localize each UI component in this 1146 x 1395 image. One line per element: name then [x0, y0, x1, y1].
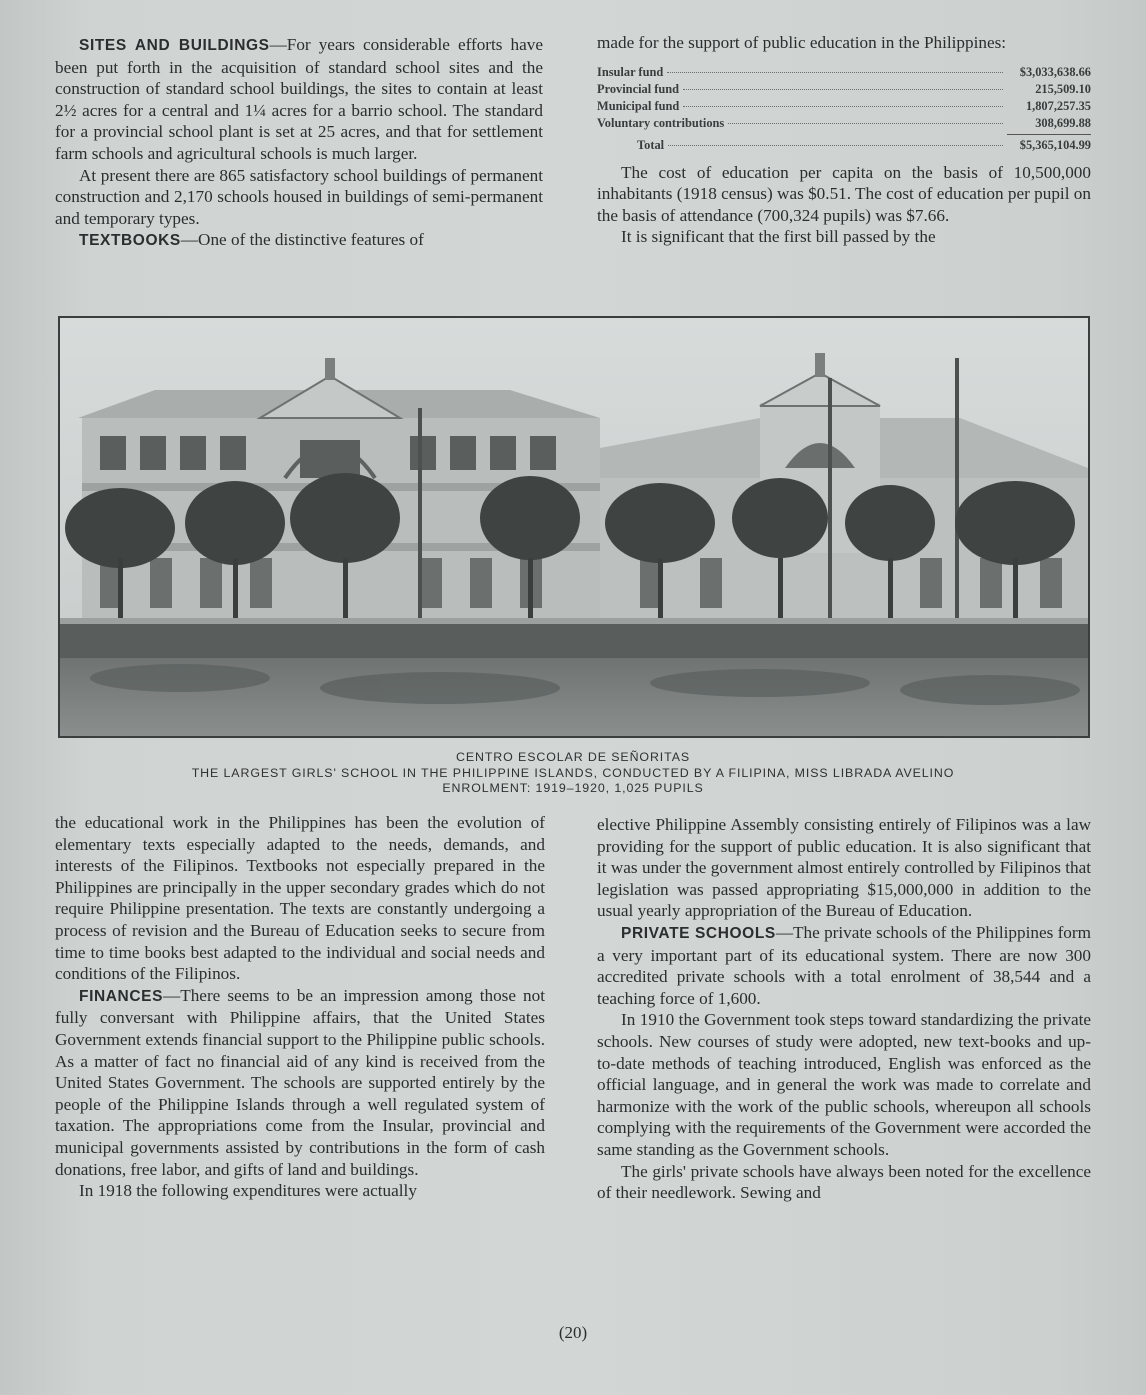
paragraph-expenditures-intro: In 1918 the following expenditures were actually	[79, 1181, 417, 1201]
paragraph-school-buildings: At present there are 865 satisfactory school buildings of permanent construction and 2,170 schools housed in buildings of semi-permanent and temporary types.	[55, 165, 543, 228]
paragraph-finances	[55, 985, 545, 1180]
fund-label: Voluntary contributions	[597, 115, 725, 130]
heading-sites-buildings: SITES AND BUILDINGS	[79, 37, 270, 54]
photo-caption	[60, 750, 1086, 797]
fund-row	[597, 98, 1091, 115]
fund-amount: 1,807,257.35	[1025, 98, 1091, 113]
fund-amount: 308,699.88	[1035, 115, 1091, 130]
leader-dots	[683, 89, 1003, 90]
paragraph-needlework: The girls' private schools have always been noted for the excellence of their needlework. Sewing and	[597, 1161, 1091, 1203]
column-bottom-right	[597, 814, 1091, 1204]
heading-textbooks: TEXTBOOKS	[79, 232, 181, 250]
leader-dots	[728, 123, 1003, 124]
column-bottom-left	[55, 812, 545, 1202]
paragraph-cost-per-capita: The cost of education per capita on the basis of 10,500,000 inhabitants (1918 census) was $0.51. The cost of education per pupil on the basis of attendance (700,324 pupils) was $7.66.	[597, 162, 1091, 225]
text-private-schools: —The private schools of the Philippines form a very important part of its educational system. There are now 300 accredited private schools with a total enrolment of 38,544 and a teaching force of 1,600.	[597, 922, 1091, 1008]
paragraph-private-schools	[597, 922, 1091, 1009]
paragraph-assembly: elective Philippine Assembly consisting entirely of Filipinos was a law providing for the support of public education. It is also significant that it was under the government almost entirely controlled by Filipinos that legislation was passed appropriating $15,000,000 in addition to the usual yearly appropriation of the Bureau of Education.	[597, 815, 1091, 921]
text-finances: —There seems to be an impression among those not fully conversant with Philippine affairs, that the United States Government extends financial support to the Philippine public schools. As a matter of fact no financial aid of any kind is received from the United States Government. The schools are supported entirely by the people of the Philippine Islands through a well regulated system of taxation. The appropriations come from the Insular, provincial and municipal governments assisted by contributions in the form of cash donations, free labor, and gifts of land and buildings.	[55, 985, 545, 1179]
fund-label: Provincial fund	[597, 81, 680, 96]
paragraph-textbooks-cont: the educational work in the Philippines has been the evolution of elementary texts especially adapted to the needs, demands, and interests of the Filipinos. Textbooks not especially prepared in the Philippines are principally in the upper secondary grades which do not require Philippine presentation. The texts are constantly undergoing a process of revision and the Bureau of Education seeks to secure from time to time books best adapted to the individual and social needs and conditions of the Filipinos.	[55, 813, 545, 984]
paragraph-expenditures-cont: made for the support of public education in the Philippines:	[597, 33, 1007, 52]
column-top-left	[55, 34, 543, 252]
leader-dots	[667, 72, 1003, 73]
fund-label: Municipal fund	[597, 98, 680, 113]
column-top-right	[597, 32, 1091, 248]
paragraph-sites-buildings	[55, 34, 543, 165]
total-rule	[1007, 134, 1091, 135]
fund-amount: 215,509.10	[1035, 81, 1091, 96]
total-label: Total	[637, 137, 665, 152]
photo-illustration	[60, 318, 1088, 736]
fund-amount: $3,033,638.66	[1019, 64, 1091, 79]
paragraph-first-bill: It is significant that the first bill passed by the	[621, 227, 936, 247]
paragraph-textbooks-intro	[55, 229, 543, 252]
school-building-photo	[58, 316, 1090, 738]
caption-subtitle: THE LARGEST GIRLS' SCHOOL IN THE PHILIPPINE ISLANDS, CONDUCTED BY A FILIPINA, MISS LIBRADA AVELINO	[191, 765, 955, 780]
text-textbooks-intro: —One of the distinctive features of	[180, 230, 424, 250]
paragraph-standardizing: In 1910 the Government took steps toward standardizing the private schools. New courses of study were adopted, new text-books and up-to-date methods of teaching introduced, English was enforced as the official language, and in general the work was made to correlate and harmonize with the work of the public schools, whereupon all schools complying with the requirements of the Government were accorded the same standing as the Government schools.	[597, 1010, 1091, 1159]
leader-dots	[668, 145, 1003, 146]
funds-table	[597, 64, 1091, 154]
fund-row	[597, 64, 1091, 81]
leader-dots	[683, 106, 1003, 107]
heading-finances: FINANCES	[79, 987, 164, 1005]
fund-row	[597, 81, 1091, 98]
fund-row	[597, 115, 1091, 132]
caption-title: CENTRO ESCOLAR DE SEÑORITAS	[455, 750, 691, 764]
caption-enrolment: ENROLMENT: 1919–1920, 1,025 PUPILS	[442, 781, 704, 795]
total-amount: $5,365,104.99	[1019, 137, 1091, 152]
text-sites-buildings: —For years considerable efforts have been put forth in the acquisition of standard school sites and the construction of standard school buildings, the sites to contain at least 2½ acres for a central and 1¼ acres for a barrio school. The standard for a provincial school plant is set at 25 acres, and that for settlement farm schools and agricultural schools is much larger.	[55, 35, 544, 163]
fund-label: Insular fund	[597, 64, 664, 79]
fund-total-row	[597, 137, 1091, 154]
page-number: (20)	[558, 1323, 588, 1342]
heading-private-schools: PRIVATE SCHOOLS	[621, 924, 776, 942]
